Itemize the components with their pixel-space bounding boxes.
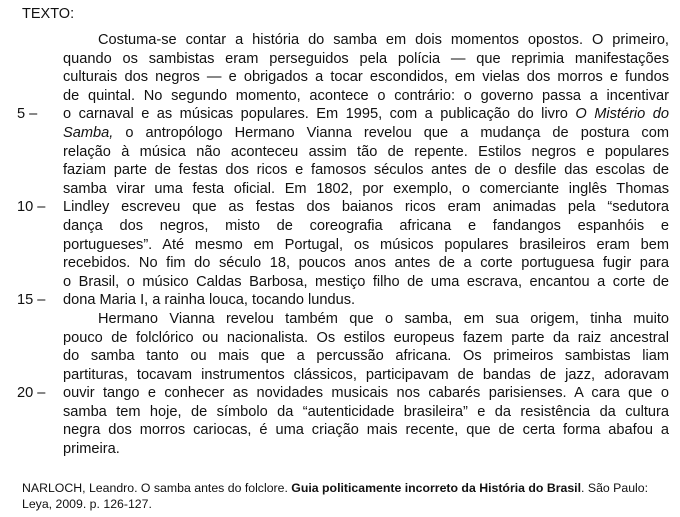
line-text: partituras, tocavam instrumentos clássicos, participavam de bandas de jazz, adoravam [63, 366, 669, 383]
line-text: Lindley escreveu que as festas dos baianos ricos eram animadas pela “sedutora [63, 199, 669, 216]
citation-details: . São Paulo: Leya, 2009. p. 126-127. [22, 481, 649, 511]
text-line [63, 236, 669, 255]
text-line [63, 180, 669, 199]
line-text: o carnaval e as músicas populares. Em 1995, com a publicação do livro [63, 106, 576, 123]
book-title: Samba, [63, 124, 114, 141]
line-text: faziam parte de festas dos ricos e famosos séculos antes de o desfile das escolas de [63, 162, 669, 179]
line-text: portugueses”. Até mesmo em Portugal, os músicos populares brasileiros eram bem [63, 236, 669, 253]
text-body [17, 31, 669, 459]
line-number: 10 – [17, 199, 46, 216]
line-text: de quintal. No segundo momento, acontece o contrário: o governo passa a incentivar [63, 87, 669, 104]
line-text: culturais dos negros — e obrigados a tocar escondidos, em vielas dos morros e fundos [63, 69, 669, 86]
book-title: O Mistério do [575, 106, 669, 123]
line-text: samba tem hoje, de símbolo da “autenticidade brasileira” e da resistência da cultura [63, 403, 669, 420]
text-line [63, 366, 669, 385]
text-line [17, 105, 669, 124]
line-text: samba virar uma festa oficial. Em 1802, por exemplo, o comerciante inglês Thomas [63, 180, 669, 197]
text-line [17, 291, 669, 310]
line-text: primeira. [63, 441, 120, 458]
line-text: recebidos. No fim do século 18, poucos anos antes de a corte portuguesa fugir para [63, 255, 669, 272]
text-line [63, 124, 669, 143]
line-text: ouvir tango e conhecer as novidades musicais nos cabarés parisienses. A cara que o [63, 385, 669, 402]
text-line [63, 403, 669, 422]
line-text: Costuma-se contar a história do samba em dois momentos opostos. O primeiro, [98, 32, 669, 48]
line-text: do samba tanto ou mais que a percussão africana. Os primeiros sambistas liam [63, 348, 669, 365]
text-line [63, 87, 669, 106]
text-line [63, 161, 669, 180]
line-text: pouco de folclórico ou nacionalista. Os estilos europeus fazem parte da raiz ancestral [63, 329, 669, 346]
citation-title: Guia politicamente incorreto da História do Brasil [291, 481, 582, 495]
line-text: o antropólogo Hermano Vianna revelou que a mudança de postura com [113, 124, 669, 141]
line-number: 20 – [17, 385, 46, 402]
line-text: o Brasil, o músico Caldas Barbosa, mestiço filho de uma escrava, encantou a corte de [63, 273, 669, 290]
text-line [63, 273, 669, 292]
citation [22, 480, 662, 512]
text-line [63, 421, 669, 440]
text-line [63, 347, 669, 366]
text-line [63, 50, 669, 69]
text-line [63, 310, 669, 329]
text-line [63, 329, 669, 348]
line-number: 15 – [17, 292, 46, 309]
line-text: quando os sambistas eram perseguidos pela polícia — que reprimia manifestações [63, 50, 669, 67]
line-text: relação à música não aconteceu assim tão de repente. Estilos negros e populares [63, 143, 669, 160]
text-line [63, 254, 669, 273]
line-text: dança dos negros, misto de coreografia africana e fandangos espanhóis e [63, 217, 669, 234]
text-line [63, 31, 669, 50]
text-line [63, 217, 669, 236]
text-line [63, 440, 669, 459]
text-line [63, 68, 669, 87]
text-line [17, 198, 669, 217]
line-text: negra dos morros cariocas, é uma criação mais recente, que de certa forma abafou a [63, 422, 669, 439]
text-line [17, 384, 669, 403]
line-number: 5 – [17, 106, 38, 123]
line-text: Hermano Vianna revelou também que o samba, em sua origem, tinha muito [98, 310, 669, 327]
line-text: dona Maria I, a rainha louca, tocando lundus. [63, 292, 356, 309]
section-heading: TEXTO: [22, 6, 75, 22]
citation-author: NARLOCH, Leandro. O samba antes do folclore. [22, 481, 292, 495]
text-line [63, 143, 669, 162]
